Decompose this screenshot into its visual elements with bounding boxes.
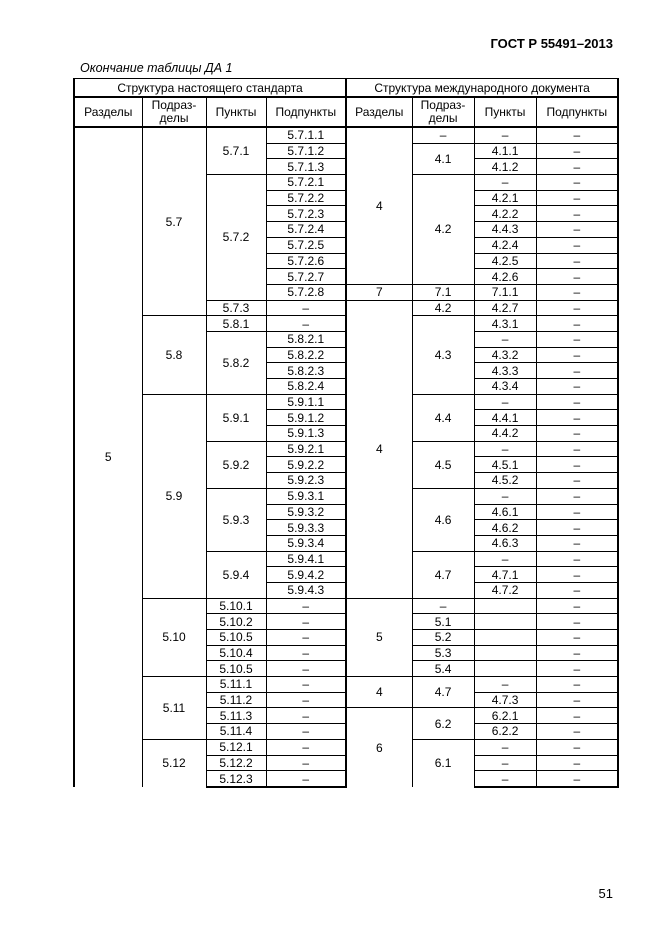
cell-intl-point: – — [474, 394, 536, 410]
cell-intl-point: 4.2.4 — [474, 237, 536, 253]
cell-intl-section: 4 — [346, 300, 412, 598]
cell-point: 5.10.1 — [206, 598, 266, 614]
cell-subpoint: 5.9.1.1 — [266, 394, 346, 410]
cell-subpoint: – — [266, 739, 346, 755]
cell-intl-subpoint: – — [536, 708, 618, 724]
cell-subpoint: 5.7.2.3 — [266, 206, 346, 222]
group-header-international: Структура международного документа — [346, 79, 618, 98]
cell-intl-subpoint: – — [536, 159, 618, 175]
cell-intl-sub: 6.2 — [412, 708, 474, 739]
cell-intl-point: 4.2.7 — [474, 300, 536, 316]
cell-intl-sub: 4.2 — [412, 300, 474, 316]
cell-intl-sub: 7.1 — [412, 284, 474, 300]
cell-point: 5.11.4 — [206, 724, 266, 740]
cell-intl-point: 4.3.3 — [474, 363, 536, 379]
cell-subpoint: 5.9.3.4 — [266, 535, 346, 551]
cell-intl-subpoint: – — [536, 363, 618, 379]
cell-point: 5.10.5 — [206, 630, 266, 646]
cell-subpoint: – — [266, 316, 346, 332]
cell-subpoint: 5.7.2.2 — [266, 190, 346, 206]
cell-subpoint: – — [266, 300, 346, 316]
cell-intl-subpoint: – — [536, 300, 618, 316]
cell-intl-point: 4.2.1 — [474, 190, 536, 206]
cell-intl-section: 5 — [346, 598, 412, 676]
cell-intl-point: – — [474, 739, 536, 755]
cell-intl-subpoint: – — [536, 426, 618, 442]
cell-intl-point — [474, 614, 536, 630]
cell-intl-point: 6.2.1 — [474, 708, 536, 724]
cell-subpoint: 5.7.2.1 — [266, 175, 346, 191]
cell-intl-subpoint: – — [536, 331, 618, 347]
cell-subpoint: 5.9.2.3 — [266, 473, 346, 489]
cell-subpoint: 5.9.4.3 — [266, 582, 346, 598]
col-header: Разделы — [74, 97, 142, 127]
cell-subpoint: – — [266, 755, 346, 771]
cell-point: 5.7.3 — [206, 300, 266, 316]
cell-intl-point: 4.7.3 — [474, 692, 536, 708]
cell-intl-point: 4.2.5 — [474, 253, 536, 269]
cell-intl-sub: 4.7 — [412, 677, 474, 708]
cell-intl-point: – — [474, 677, 536, 693]
cell-subsection: 5.11 — [142, 677, 206, 740]
cell-point: 5.9.4 — [206, 551, 266, 598]
cell-intl-point: 4.4.1 — [474, 410, 536, 426]
col-header: Подпункты — [536, 97, 618, 127]
cell-intl-sub: 4.6 — [412, 488, 474, 551]
cell-subpoint: 5.9.4.2 — [266, 567, 346, 583]
cell-point: 5.7.1 — [206, 127, 266, 175]
cell-intl-point: 7.1.1 — [474, 284, 536, 300]
cell-subpoint: – — [266, 708, 346, 724]
cell-intl-subpoint: – — [536, 253, 618, 269]
cell-subpoint: – — [266, 661, 346, 677]
cell-subpoint: – — [266, 614, 346, 630]
cell-intl-subpoint: – — [536, 206, 618, 222]
cell-intl-point: 4.3.2 — [474, 347, 536, 363]
cell-intl-point: 4.4.2 — [474, 426, 536, 442]
cell-subpoint: – — [266, 645, 346, 661]
cell-point: 5.10.2 — [206, 614, 266, 630]
cell-intl-sub: – — [412, 598, 474, 614]
cell-subpoint: 5.9.2.1 — [266, 441, 346, 457]
cell-subpoint: 5.8.2.3 — [266, 363, 346, 379]
cell-point: 5.10.5 — [206, 661, 266, 677]
cell-intl-section: 4 — [346, 677, 412, 708]
cell-intl-subpoint: – — [536, 441, 618, 457]
cell-subpoint: 5.9.3.2 — [266, 504, 346, 520]
cell-intl-point: – — [474, 551, 536, 567]
cell-point: 5.9.2 — [206, 441, 266, 488]
cell-point: 5.10.4 — [206, 645, 266, 661]
cell-subpoint: 5.7.2.5 — [266, 237, 346, 253]
cell-intl-point — [474, 661, 536, 677]
cell-subpoint: 5.7.2.7 — [266, 269, 346, 285]
cell-intl-point: 4.3.1 — [474, 316, 536, 332]
cell-intl-sub: 5.2 — [412, 630, 474, 646]
cell-intl-subpoint: – — [536, 677, 618, 693]
cell-intl-subpoint: – — [536, 630, 618, 646]
cell-subpoint: – — [266, 677, 346, 693]
cell-point: 5.12.3 — [206, 771, 266, 787]
cell-intl-point: 4.5.2 — [474, 473, 536, 489]
cell-intl-section: 4 — [346, 127, 412, 284]
cell-intl-point: 6.2.2 — [474, 724, 536, 740]
cell-point: 5.11.2 — [206, 692, 266, 708]
cell-intl-point: 4.7.2 — [474, 582, 536, 598]
col-header: Подраз- делы — [412, 97, 474, 127]
cell-intl-sub: 6.1 — [412, 739, 474, 787]
cell-intl-sub: 4.2 — [412, 175, 474, 285]
cell-intl-point: – — [474, 175, 536, 191]
cell-intl-point — [474, 630, 536, 646]
cell-subsection: 5.10 — [142, 598, 206, 676]
cell-subpoint: – — [266, 692, 346, 708]
cell-subpoint: – — [266, 630, 346, 646]
cell-intl-section: 6 — [346, 708, 412, 787]
cell-intl-section: 7 — [346, 284, 412, 300]
cell-intl-subpoint: – — [536, 394, 618, 410]
cell-subpoint: 5.9.4.1 — [266, 551, 346, 567]
cell-subpoint: 5.8.2.4 — [266, 379, 346, 395]
cell-subsection: 5.8 — [142, 316, 206, 394]
page-number: 51 — [598, 886, 613, 901]
cell-intl-subpoint: – — [536, 755, 618, 771]
cell-intl-point: 4.1.2 — [474, 159, 536, 175]
cell-point: 5.9.1 — [206, 394, 266, 441]
cell-intl-subpoint: – — [536, 535, 618, 551]
cell-point: 5.12.2 — [206, 755, 266, 771]
cell-subsection: 5.7 — [142, 127, 206, 316]
cell-point: 5.11.1 — [206, 677, 266, 693]
cell-subpoint: 5.8.2.1 — [266, 331, 346, 347]
cell-subpoint: 5.7.2.6 — [266, 253, 346, 269]
cell-intl-subpoint: – — [536, 582, 618, 598]
cell-intl-subpoint: – — [536, 379, 618, 395]
cell-intl-sub: 4.5 — [412, 441, 474, 488]
cell-intl-point: – — [474, 331, 536, 347]
cell-subpoint: – — [266, 724, 346, 740]
cell-intl-subpoint: – — [536, 347, 618, 363]
cell-point: 5.7.2 — [206, 175, 266, 301]
cell-subpoint: 5.9.1.2 — [266, 410, 346, 426]
cell-point: 5.11.3 — [206, 708, 266, 724]
cell-intl-point: 4.2.2 — [474, 206, 536, 222]
cell-intl-point: 4.6.1 — [474, 504, 536, 520]
cell-intl-sub: 5.1 — [412, 614, 474, 630]
cell-intl-sub: 5.3 — [412, 645, 474, 661]
cell-intl-subpoint: – — [536, 222, 618, 238]
cell-subsection: 5.12 — [142, 739, 206, 787]
cell-intl-point: – — [474, 441, 536, 457]
cell-intl-point: – — [474, 755, 536, 771]
cell-intl-point: – — [474, 771, 536, 787]
mapping-table — [73, 78, 619, 788]
cell-intl-sub: 4.3 — [412, 316, 474, 394]
cell-subpoint: 5.8.2.2 — [266, 347, 346, 363]
cell-intl-point: 4.4.3 — [474, 222, 536, 238]
cell-intl-point: 4.7.1 — [474, 567, 536, 583]
document-id: ГОСТ Р 55491–2013 — [490, 36, 613, 51]
cell-intl-point: 4.5.1 — [474, 457, 536, 473]
cell-intl-subpoint: – — [536, 316, 618, 332]
cell-point: 5.8.1 — [206, 316, 266, 332]
cell-subpoint: – — [266, 771, 346, 787]
cell-intl-subpoint: – — [536, 410, 618, 426]
cell-intl-subpoint: – — [536, 520, 618, 536]
cell-intl-subpoint: – — [536, 488, 618, 504]
cell-subpoint: 5.9.3.3 — [266, 520, 346, 536]
cell-intl-subpoint: – — [536, 771, 618, 787]
cell-intl-sub: – — [412, 127, 474, 143]
cell-subpoint: 5.7.1.3 — [266, 159, 346, 175]
cell-intl-subpoint: – — [536, 567, 618, 583]
cell-intl-point: 4.6.2 — [474, 520, 536, 536]
cell-intl-subpoint: – — [536, 551, 618, 567]
col-header: Пункты — [474, 97, 536, 127]
cell-intl-subpoint: – — [536, 175, 618, 191]
cell-subpoint: – — [266, 598, 346, 614]
col-header: Разделы — [346, 97, 412, 127]
cell-subpoint: 5.7.1.2 — [266, 143, 346, 159]
cell-intl-subpoint: – — [536, 190, 618, 206]
cell-intl-point: – — [474, 127, 536, 143]
cell-subpoint: 5.9.2.2 — [266, 457, 346, 473]
cell-intl-subpoint: – — [536, 739, 618, 755]
cell-intl-point: – — [474, 488, 536, 504]
cell-intl-point: 4.6.3 — [474, 535, 536, 551]
cell-intl-subpoint: – — [536, 692, 618, 708]
cell-intl-point: 4.3.4 — [474, 379, 536, 395]
cell-intl-sub: 4.7 — [412, 551, 474, 598]
cell-subpoint: 5.9.3.1 — [266, 488, 346, 504]
cell-intl-subpoint: – — [536, 143, 618, 159]
col-header: Подпункты — [266, 97, 346, 127]
cell-section: 5 — [74, 127, 142, 787]
cell-intl-subpoint: – — [536, 661, 618, 677]
cell-intl-subpoint: – — [536, 724, 618, 740]
cell-subpoint: 5.9.1.3 — [266, 426, 346, 442]
group-header-national: Структура настоящего стандарта — [74, 79, 346, 98]
cell-point: 5.8.2 — [206, 331, 266, 394]
cell-intl-subpoint: – — [536, 269, 618, 285]
cell-intl-sub: 4.1 — [412, 143, 474, 174]
cell-intl-subpoint: – — [536, 504, 618, 520]
cell-intl-sub: 4.4 — [412, 394, 474, 441]
cell-intl-subpoint: – — [536, 473, 618, 489]
cell-intl-subpoint: – — [536, 284, 618, 300]
cell-point: 5.12.1 — [206, 739, 266, 755]
cell-subsection: 5.9 — [142, 394, 206, 598]
cell-intl-subpoint: – — [536, 614, 618, 630]
cell-intl-subpoint: – — [536, 457, 618, 473]
cell-intl-subpoint: – — [536, 237, 618, 253]
cell-intl-subpoint: – — [536, 598, 618, 614]
cell-intl-subpoint: – — [536, 645, 618, 661]
table-caption: Окончание таблицы ДА 1 — [80, 61, 233, 75]
col-header: Пункты — [206, 97, 266, 127]
cell-intl-subpoint: – — [536, 127, 618, 143]
cell-intl-point: 4.1.1 — [474, 143, 536, 159]
cell-subpoint: 5.7.2.8 — [266, 284, 346, 300]
cell-intl-point — [474, 598, 536, 614]
cell-subpoint: 5.7.1.1 — [266, 127, 346, 143]
cell-subpoint: 5.7.2.4 — [266, 222, 346, 238]
cell-intl-point: 4.2.6 — [474, 269, 536, 285]
cell-point: 5.9.3 — [206, 488, 266, 551]
cell-intl-point — [474, 645, 536, 661]
col-header: Подраз- делы — [142, 97, 206, 127]
cell-intl-sub: 5.4 — [412, 661, 474, 677]
